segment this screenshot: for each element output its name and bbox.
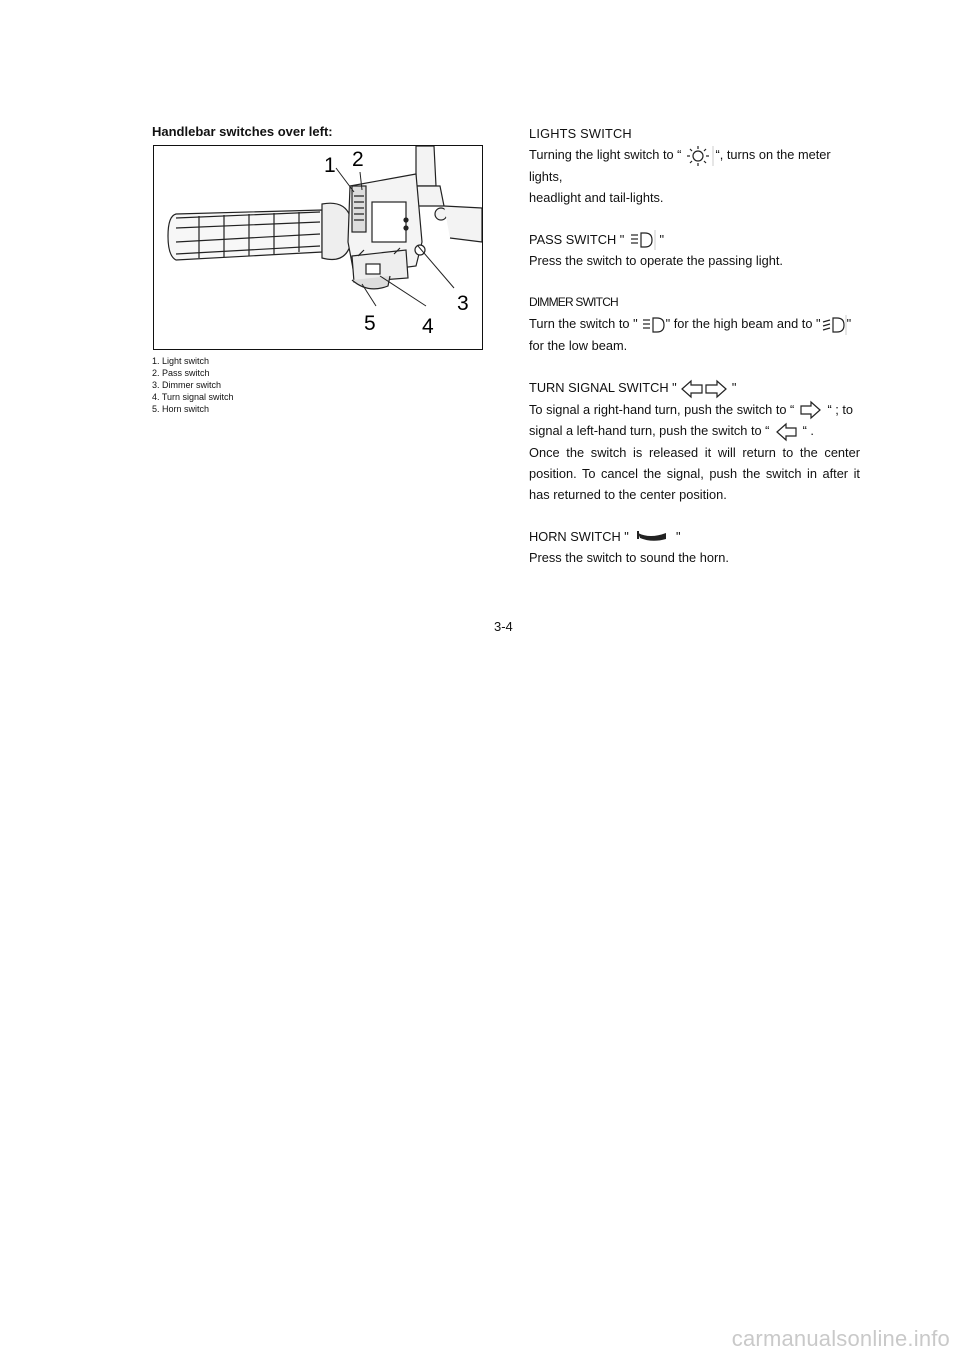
turn-switch-line: Once the switch is released it will return to the center bbox=[529, 444, 860, 460]
right-arrow-icon bbox=[798, 400, 824, 420]
high-beam-icon bbox=[628, 230, 656, 250]
legend-item: 1. Light switch bbox=[152, 356, 210, 366]
callout-3: 3 bbox=[457, 292, 469, 315]
callout-5: 5 bbox=[364, 312, 376, 335]
switch-descriptions bbox=[529, 123, 860, 568]
turn-text: “ ; to bbox=[827, 401, 854, 417]
turn-switch-line bbox=[529, 399, 860, 421]
turn-switch-line: position. To cancel the signal, push the switch in after it bbox=[529, 465, 860, 481]
lights-text: “, turns on the meter lights, bbox=[529, 147, 831, 184]
legend-item: 4. Turn signal switch bbox=[152, 392, 234, 402]
lights-switch-line bbox=[529, 144, 860, 187]
lights-switch-line: headlight and tail-lights. bbox=[529, 189, 664, 205]
dimmer-text: Turn the switch to " bbox=[529, 316, 638, 332]
dimmer-switch-line: for the low beam. bbox=[529, 337, 628, 353]
handlebar-illustration bbox=[154, 146, 482, 349]
callout-4: 4 bbox=[422, 315, 434, 338]
handlebar-figure bbox=[153, 145, 483, 350]
figure-legend bbox=[152, 355, 234, 415]
horn-icon bbox=[632, 527, 672, 547]
dimmer-switch-heading: DIMMER SWITCH bbox=[529, 295, 618, 310]
dimmer-switch-line bbox=[529, 313, 860, 335]
callout-2: 2 bbox=[352, 148, 364, 171]
high-beam-icon bbox=[638, 315, 666, 335]
turn-heading-text: TURN SIGNAL SWITCH " bbox=[529, 379, 677, 395]
pass-heading-text: " bbox=[659, 231, 664, 247]
turn-text: “ . bbox=[802, 423, 814, 439]
switch-housing bbox=[348, 174, 425, 289]
callout-1: 1 bbox=[324, 154, 336, 177]
grip bbox=[168, 203, 350, 260]
pass-switch-heading bbox=[529, 229, 860, 251]
turn-heading-text: " bbox=[731, 379, 737, 395]
lights-text: Turning the light switch to “ bbox=[529, 147, 682, 162]
horn-switch-line: Press the switch to sound the horn. bbox=[529, 550, 729, 566]
pass-heading-text: PASS SWITCH " bbox=[529, 231, 625, 247]
turn-switch-heading bbox=[529, 377, 860, 399]
horn-switch-heading bbox=[529, 526, 860, 548]
lights-switch-heading: LIGHTS SWITCH bbox=[529, 126, 632, 141]
turn-switch-line bbox=[529, 420, 860, 442]
dimmer-text: " bbox=[846, 316, 852, 332]
turn-text: To signal a right-hand turn, push the switch to “ bbox=[529, 401, 795, 417]
light-on-icon bbox=[681, 146, 715, 166]
horn-heading-text: HORN SWITCH " bbox=[529, 528, 629, 544]
legend-item: 2. Pass switch bbox=[152, 368, 210, 378]
turn-text: signal a left-hand turn, push the switch to “ bbox=[529, 423, 770, 439]
horn-heading-text: " bbox=[675, 528, 681, 544]
low-beam-icon bbox=[821, 315, 847, 335]
watermark: carmanualsonline.info bbox=[731, 1326, 950, 1351]
turn-signal-arrows-icon bbox=[680, 379, 728, 399]
turn-switch-line: has returned to the center position. bbox=[529, 486, 727, 502]
legend-item: 5. Horn switch bbox=[152, 404, 210, 414]
dimmer-text: " for the high beam and to " bbox=[665, 316, 821, 332]
page-number: 3-4 bbox=[494, 619, 513, 634]
legend-item: 3. Dimmer switch bbox=[152, 380, 222, 390]
pass-switch-line: Press the switch to operate the passing light. bbox=[529, 253, 783, 269]
left-arrow-icon bbox=[773, 422, 799, 442]
figure-title: Handlebar switches over left: bbox=[152, 124, 333, 139]
